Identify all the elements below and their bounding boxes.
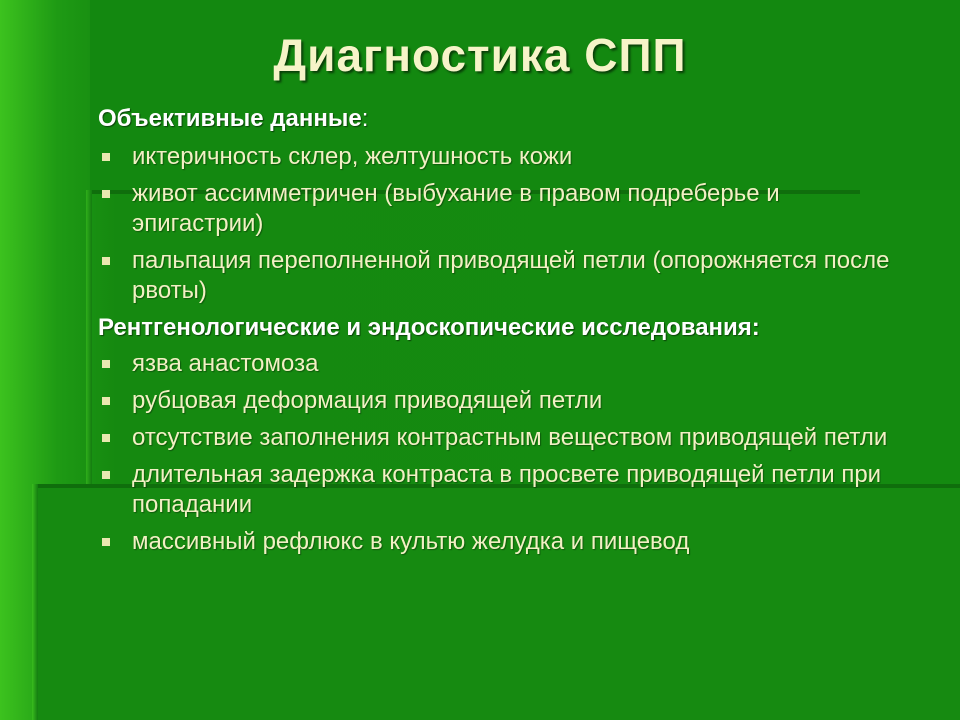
list-item-text: отсутствие заполнения контрастным веществом приводящей петли bbox=[132, 424, 888, 451]
bullet-list-imaging bbox=[98, 349, 898, 557]
list-item-text: живот ассимметричен (выбухание в правом подреберье и эпигастрии) bbox=[132, 180, 780, 237]
square-bullet-icon bbox=[102, 471, 110, 479]
section-heading-text: Рентгенологические и эндоскопические исследования: bbox=[98, 314, 760, 341]
background-divider bbox=[32, 484, 38, 720]
list-item-text: пальпация переполненной приводящей петли (опорожняется после рвоты) bbox=[132, 247, 890, 304]
list-item-text: иктеричность склер, желтушность кожи bbox=[132, 143, 573, 170]
square-bullet-icon bbox=[102, 538, 110, 546]
square-bullet-icon bbox=[102, 153, 110, 161]
list-item bbox=[98, 460, 898, 520]
list-item-text: длительная задержка контраста в просвете приводящей петли при попадании bbox=[132, 461, 882, 518]
list-item bbox=[98, 179, 898, 239]
list-item bbox=[98, 246, 898, 306]
section-heading-imaging bbox=[98, 313, 898, 343]
square-bullet-icon bbox=[102, 434, 110, 442]
list-item-text: массивный рефлюкс в культю желудка и пищевод bbox=[132, 528, 690, 555]
slide-title: Диагностика СПП bbox=[273, 29, 687, 81]
section-heading-colon: : bbox=[361, 105, 369, 132]
list-item-text: рубцовая деформация приводящей петли bbox=[132, 387, 603, 414]
list-item bbox=[98, 423, 898, 453]
square-bullet-icon bbox=[102, 360, 110, 368]
list-item bbox=[98, 527, 898, 557]
list-item-text: язва анастомоза bbox=[132, 350, 319, 377]
slide-content bbox=[98, 104, 898, 564]
list-item bbox=[98, 142, 898, 172]
square-bullet-icon bbox=[102, 257, 110, 265]
square-bullet-icon bbox=[102, 397, 110, 405]
section-heading-text: Объективные данные bbox=[98, 105, 362, 132]
bullet-list-objective bbox=[98, 142, 898, 306]
square-bullet-icon bbox=[102, 190, 110, 198]
list-item bbox=[98, 349, 898, 379]
section-heading-objective bbox=[98, 104, 898, 134]
list-item bbox=[98, 386, 898, 416]
